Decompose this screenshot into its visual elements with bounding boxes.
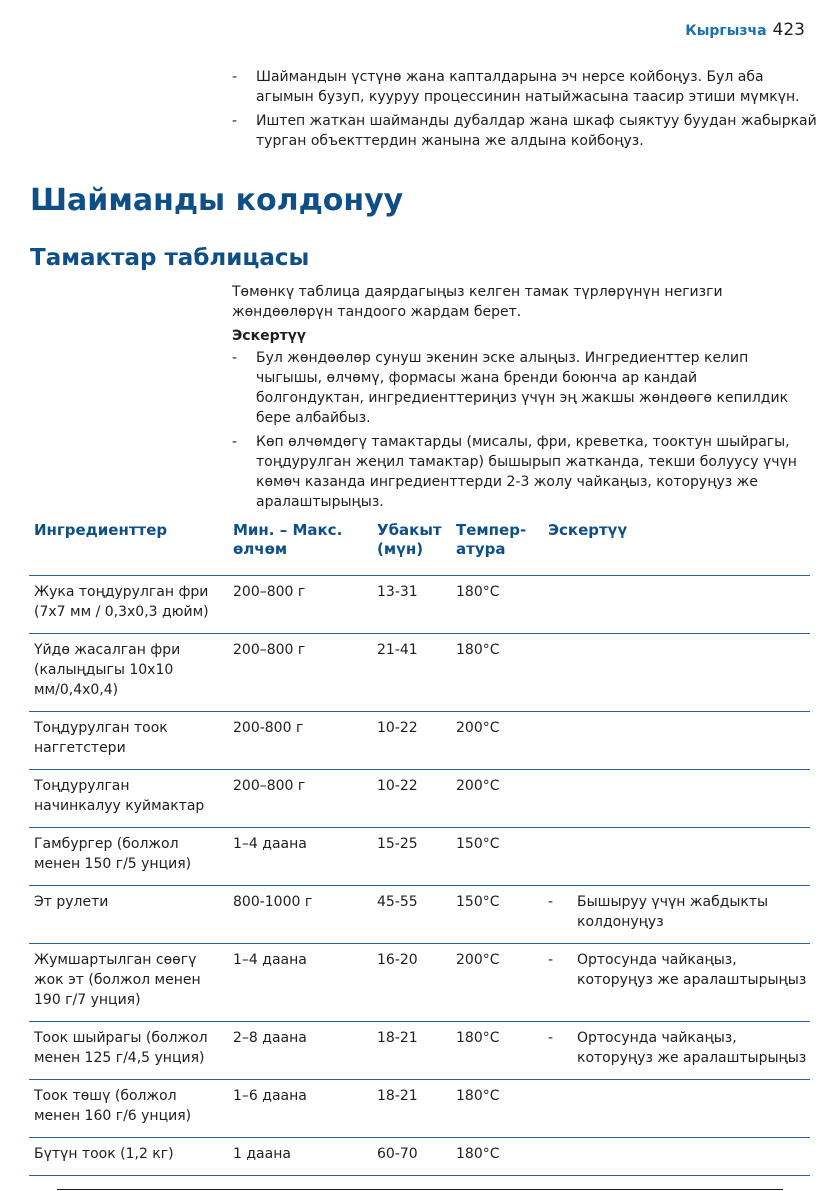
note-item — [548, 1028, 810, 1068]
cell-temperature: 180°C — [451, 576, 543, 634]
cell-note — [543, 886, 810, 944]
header-time: Убакыт (мүн) — [377, 521, 442, 558]
cell-note — [543, 828, 810, 886]
subsection-title: Тамактар таблицасы — [30, 245, 310, 271]
header-temperature: Темпер-атура — [456, 521, 527, 558]
cell-ingredient: Тоңдурулган начинкалуу куймактар — [29, 770, 228, 828]
cell-time: 18-21 — [372, 1080, 451, 1138]
cell-temperature: 150°C — [451, 886, 543, 944]
language-label: Кыргызча — [685, 23, 767, 39]
table-row — [29, 1022, 810, 1080]
cell-time: 15-25 — [372, 828, 451, 886]
note-title: Эскертүү — [232, 328, 306, 344]
table-row — [29, 712, 810, 770]
notes-list — [232, 348, 802, 516]
cell-ingredient: Тоок төшү (болжол менен 160 г/6 унция) — [29, 1080, 228, 1138]
cell-temperature: 150°C — [451, 828, 543, 886]
cell-temperature: 200°C — [451, 944, 543, 1022]
cell-amount: 1 даана — [228, 1138, 372, 1176]
food-table — [29, 517, 810, 1176]
cell-ingredient: Бүтүн тоок (1,2 кг) — [29, 1138, 228, 1176]
cell-note — [543, 1022, 810, 1080]
header-ingredient: Ингредиенттер — [34, 521, 168, 539]
dash-marker: - — [232, 434, 238, 450]
cell-note — [543, 770, 810, 828]
table-row — [29, 1080, 810, 1138]
table-row — [29, 886, 810, 944]
cell-note — [543, 712, 810, 770]
page-number: 423 — [772, 20, 805, 40]
cell-ingredient: Тоңдурулган тоок наггетстери — [29, 712, 228, 770]
cell-note — [543, 1080, 810, 1138]
cell-amount: 200–800 г — [228, 576, 372, 634]
table-row — [29, 770, 810, 828]
cell-temperature: 180°C — [451, 634, 543, 712]
cell-amount: 1–4 даана — [228, 944, 372, 1022]
cell-note — [543, 634, 810, 712]
page-header — [685, 20, 805, 40]
header-note: Эскертүү — [548, 521, 628, 539]
cell-temperature: 180°C — [451, 1080, 543, 1138]
cell-note — [543, 944, 810, 1022]
cell-amount: 200–800 г — [228, 770, 372, 828]
cell-time: 10-22 — [372, 712, 451, 770]
footer-divider — [57, 1189, 783, 1190]
cell-amount: 2–8 даана — [228, 1022, 372, 1080]
cell-ingredient: Жука тоңдурулган фри (7x7 мм / 0,3x0,3 дюйм) — [29, 576, 228, 634]
table-row — [29, 634, 810, 712]
cell-amount: 800-1000 г — [228, 886, 372, 944]
intro-bullet-list — [232, 67, 817, 155]
cell-time: 21-41 — [372, 634, 451, 712]
cell-ingredient: Жумшартылган сөөгү жок эт (болжол менен 190 г/7 унция) — [29, 944, 228, 1022]
cell-amount: 1–6 даана — [228, 1080, 372, 1138]
table-row — [29, 576, 810, 634]
cell-time: 60-70 — [372, 1138, 451, 1176]
bullet-text: Шаймандын үстүнө жана капталдарына эч нерсе койбоңуз. Бул аба агымын бузуп, кууруу процессинин натыйжасына таасир этиши мүмкүн. — [256, 69, 800, 105]
note-item — [548, 950, 810, 990]
note-text: Ортосунда чайкаңыз, которуңуз же аралаштырыңыз — [577, 1030, 807, 1066]
section-title: Шайманды колдонуу — [30, 183, 404, 218]
cell-note — [543, 576, 810, 634]
list-item — [232, 111, 817, 151]
cell-amount: 200-800 г — [228, 712, 372, 770]
table-row — [29, 944, 810, 1022]
cell-time: 45-55 — [372, 886, 451, 944]
list-item — [232, 348, 802, 428]
cell-ingredient: Үйдө жасалган фри (калыңдыгы 10x10 мм/0,4x0,4) — [29, 634, 228, 712]
cell-note — [543, 1138, 810, 1176]
list-item — [232, 67, 817, 107]
dash-marker: - — [232, 350, 238, 366]
cell-ingredient: Гамбургер (болжол менен 150 г/5 унция) — [29, 828, 228, 886]
cell-ingredient: Тоок шыйрагы (болжол менен 125 г/4,5 унция) — [29, 1022, 228, 1080]
note-text: Бул жөндөөлөр сунуш экенин эске алыңыз. Ингредиенттер келип чыгышы, өлчөмү, формасы жана бренди боюнча ар кандай болгондуктан, ингредиенттериңиз үчүн эң жакшы жөндөөгө кепилдик бере албайбыз. — [256, 350, 789, 426]
note-text: Бышыруу үчүн жабдыкты колдонуңуз — [577, 894, 769, 930]
cell-time: 10-22 — [372, 770, 451, 828]
table-header-row — [29, 517, 810, 576]
dash-marker: - — [548, 1030, 554, 1046]
cell-time: 13-31 — [372, 576, 451, 634]
table-row — [29, 828, 810, 886]
dash-marker: - — [232, 113, 238, 129]
cell-temperature: 180°C — [451, 1022, 543, 1080]
header-amount: Мин. – Макс. өлчөм — [233, 521, 343, 558]
dash-marker: - — [548, 952, 554, 968]
cell-temperature: 200°C — [451, 770, 543, 828]
cell-ingredient: Эт рулети — [29, 886, 228, 944]
table-description: Төмөнкү таблица даярдагыңыз келген тамак түрлөрүнүн негизги жөндөөлөрүн тандоого жардам берет. — [232, 284, 723, 320]
note-text: Көп өлчөмдөгү тамактарды (мисалы, фри, креветка, тооктун шыйрагы, тоңдурулган жеңил тамактар) бышырып жатканда, текши болуусу үчүн көмөч казанда ингредиенттерди 2-3 жолу чайкаңыз, которуңуз же аралаштырыңыз. — [256, 434, 797, 510]
cell-amount: 1–4 даана — [228, 828, 372, 886]
cell-temperature: 200°C — [451, 712, 543, 770]
dash-marker: - — [232, 69, 238, 85]
note-item — [548, 892, 810, 932]
cell-amount: 200–800 г — [228, 634, 372, 712]
dash-marker: - — [548, 894, 554, 910]
note-text: Ортосунда чайкаңыз, которуңуз же аралаштырыңыз — [577, 952, 807, 988]
bullet-text: Иштеп жаткан шайманды дубалдар жана шкаф сыяктуу буудан жабыркай турган объекттердин жанына же алдына койбоңуз. — [256, 113, 817, 149]
table-row — [29, 1138, 810, 1176]
list-item — [232, 432, 802, 512]
cell-temperature: 180°C — [451, 1138, 543, 1176]
cell-time: 18-21 — [372, 1022, 451, 1080]
cell-time: 16-20 — [372, 944, 451, 1022]
